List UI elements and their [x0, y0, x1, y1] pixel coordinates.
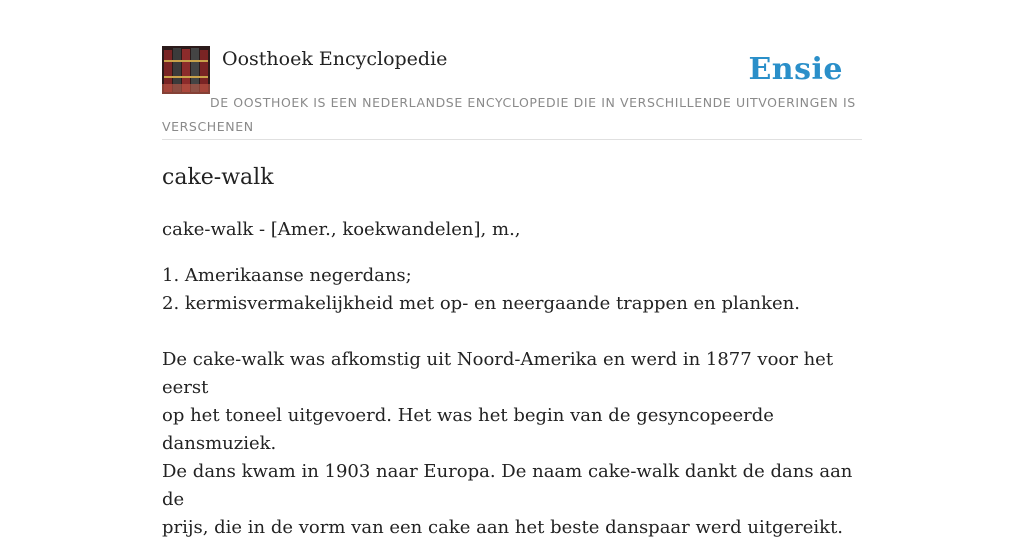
book-spines-icon[interactable]	[162, 46, 210, 94]
article-title: cake-walk	[162, 165, 274, 190]
article-body	[162, 346, 862, 542]
sense-item: 2. kermisvermakelijkheid met op- en neergaande trappen en planken.	[162, 293, 800, 314]
sense-list	[162, 262, 862, 318]
sense-item: 1. Amerikaanse negerdans;	[162, 265, 412, 286]
body-line: De cake-walk was afkomstig uit Noord-Amerika en werd in 1877 voor het eerst	[162, 349, 834, 398]
ensie-logo[interactable]: Ensie	[748, 52, 843, 87]
article-definition: cake-walk - [Amer., koekwandelen], m.,	[162, 219, 521, 240]
article	[162, 160, 862, 542]
body-line: op het toneel uitgevoerd. Het was het begin van de gesyncopeerde dansmuziek.	[162, 405, 774, 454]
site-name-link[interactable]: Oosthoek Encyclopedie	[222, 48, 448, 70]
body-line: De dans kwam in 1903 naar Europa. De naam cake-walk dankt de dans aan de	[162, 461, 853, 510]
site-header	[162, 46, 862, 140]
body-line: prijs, die in de vorm van een cake aan het beste danspaar werd uitgereikt.	[162, 517, 844, 538]
site-tagline: DE OOSTHOEK IS EEN NEDERLANDSE ENCYCLOPEDIE DIE IN VERSCHILLENDE UITVOERINGEN IS VERSCHENEN	[162, 95, 856, 134]
